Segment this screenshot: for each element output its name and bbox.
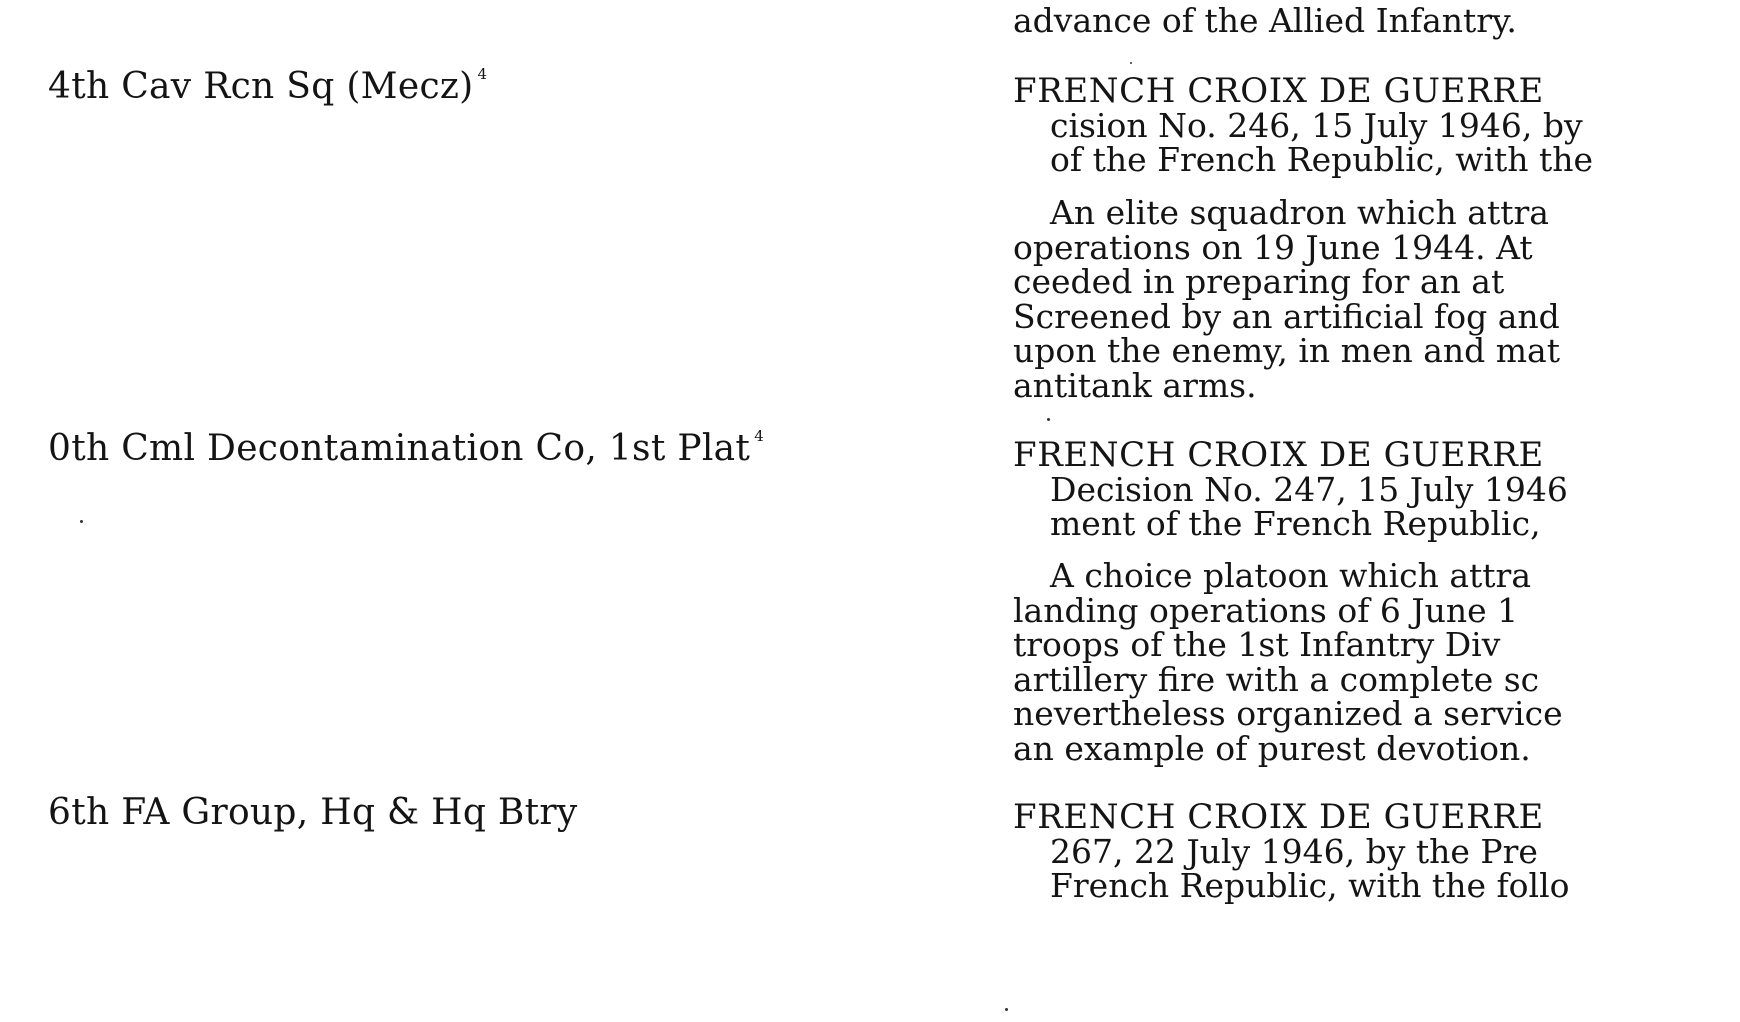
- citation-line: an example of purest devotion.: [1013, 728, 1531, 768]
- scan-speck: [80, 520, 83, 523]
- fragment-line: advance of the Allied Infantry.: [1013, 1, 1517, 40]
- unit-name-text: 0th Cml Decontamination Co, 1st Plat: [48, 428, 751, 469]
- decision-line: French Republic, with the follo: [1050, 866, 1570, 905]
- decision-line: ment of the French Republic,: [1050, 504, 1541, 543]
- decision-line: Decision No. 247, 15 July 1946: [1050, 469, 1568, 509]
- citation-line: A choice platoon which attra: [1050, 556, 1531, 595]
- citation-line: troops of the 1st Infantry Div: [1013, 625, 1501, 664]
- award-heading: FRENCH CROIX DE GUERRE: [1013, 435, 1544, 475]
- decision-line: 267, 22 July 1946, by the Pre: [1050, 831, 1538, 871]
- citation-line: operations on 19 June 1944. At: [1013, 227, 1533, 267]
- scan-speck: [1130, 62, 1132, 64]
- citation-line: Screened by an artificial fog and: [1013, 296, 1560, 336]
- award-heading: FRENCH CROIX DE GUERRE: [1013, 797, 1544, 837]
- citation-line: ceeded in preparing for an at: [1013, 262, 1505, 301]
- unit-name-text: 6th FA Group, Hq & Hq Btry: [48, 792, 578, 833]
- citation-line: landing operations of 6 June 1: [1013, 590, 1519, 630]
- scan-speck: [1047, 418, 1050, 421]
- award-entry: [1013, 797, 1740, 905]
- award-entry: [1013, 71, 1740, 179]
- award-heading: FRENCH CROIX DE GUERRE: [1013, 71, 1544, 111]
- citation-line: artillery fire with a complete sc: [1013, 659, 1540, 699]
- citation-line: upon the enemy, in men and mat: [1013, 331, 1560, 370]
- citation-line: nevertheless organized a service: [1013, 694, 1563, 733]
- scan-speck: [1005, 1008, 1008, 1011]
- decision-line: of the French Republic, with the: [1050, 140, 1594, 179]
- citation-paragraph: [1013, 193, 1740, 405]
- citation-line: An elite squadron which attra: [1050, 193, 1549, 232]
- footnote-marker: 4: [477, 65, 488, 83]
- unit-name: [48, 792, 578, 833]
- unit-name: [48, 428, 764, 469]
- footnote-marker: 4: [754, 427, 765, 445]
- top-fragment: [1013, 1, 1740, 40]
- unit-name-text: 4th Cav Rcn Sq (Mecz): [48, 66, 474, 107]
- citation-paragraph: [1013, 556, 1740, 768]
- decision-line: cision No. 246, 15 July 1946, by: [1050, 105, 1583, 145]
- citation-line: antitank arms.: [1013, 365, 1257, 405]
- unit-name: [48, 66, 487, 107]
- award-entry: [1013, 435, 1740, 543]
